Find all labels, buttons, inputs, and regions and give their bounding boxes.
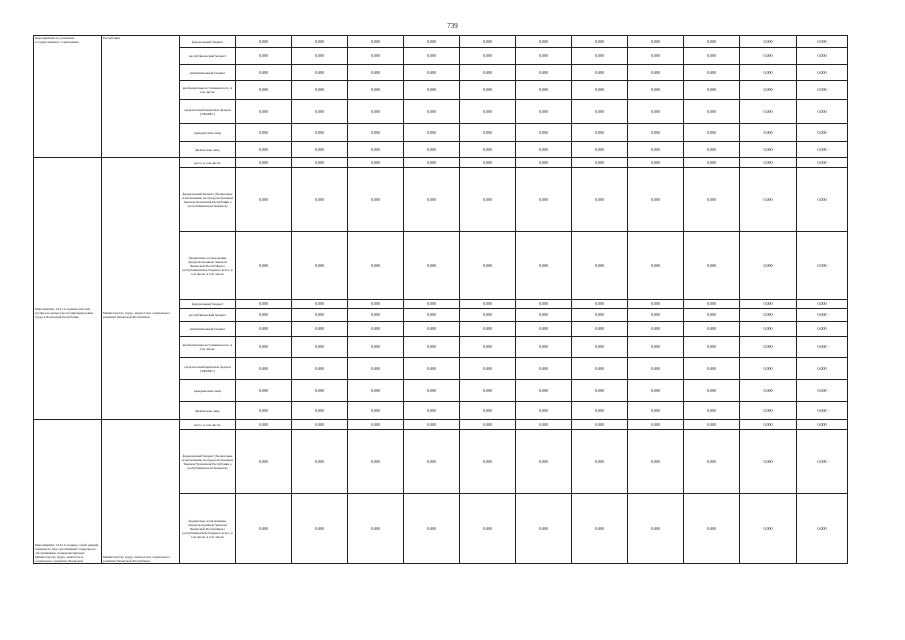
value-cell: 0,000 [684,36,740,48]
value-cell: 0,000 [740,232,797,300]
value-cell: 0,000 [292,65,348,81]
value-cell: 0,000 [797,81,848,100]
value-cell: 0,000 [628,380,684,402]
value-cell: 0,000 [628,48,684,65]
value-cell: 0,000 [348,65,404,81]
value-cell: 0,000 [516,48,572,65]
value-cell: 0,000 [292,124,348,142]
value-cell: 0,000 [740,358,797,380]
value-cell: 0,000 [572,81,628,100]
value-cell: 0,000 [572,300,628,309]
value-cell: 0,000 [628,36,684,48]
value-cell: 0,000 [236,309,292,322]
value-cell: 0,000 [348,100,404,124]
value-cell: 0,000 [740,158,797,168]
value-cell: 0,000 [684,337,740,358]
value-cell: 0,000 [572,36,628,48]
funding-source-cell: средства внебюджетных фондов (ТФОМС) [180,358,236,380]
value-cell: 0,000 [684,309,740,322]
value-cell: 0,000 [236,36,292,48]
value-cell: 0,000 [572,232,628,300]
financing-table [33,35,848,564]
value-cell: 0,000 [740,124,797,142]
value-cell: 0,000 [628,300,684,309]
executor-cell: Министерство труда, занятости и социального развития Чеченской Республики [102,420,180,564]
value-cell: 0,000 [460,168,516,232]
value-cell: 0,000 [404,36,460,48]
value-cell: 0,000 [684,420,740,430]
value-cell: 0,000 [740,81,797,100]
value-cell: 0,000 [684,402,740,420]
value-cell: 0,000 [628,232,684,300]
value-cell: 0,000 [572,322,628,337]
value-cell: 0,000 [404,100,460,124]
funding-source-cell: физические лица [180,142,236,158]
value-cell: 0,000 [236,494,292,564]
table-row [34,420,848,430]
value-cell: 0,000 [684,124,740,142]
value-cell: 0,000 [740,300,797,309]
value-cell: 0,000 [797,168,848,232]
value-cell: 0,000 [684,142,740,158]
value-cell: 0,000 [516,142,572,158]
value-cell: 0,000 [740,322,797,337]
value-cell: 0,000 [348,158,404,168]
value-cell: 0,000 [404,81,460,100]
value-cell: 0,000 [516,358,572,380]
value-cell: 0,000 [236,81,292,100]
funding-source-cell: федеральный бюджет (бюджетные ассигнования, не предусмотренные Законом Чеченской Республики о республиканском бюджете) [180,168,236,232]
value-cell: 0,000 [404,322,460,337]
value-cell: 0,000 [292,430,348,494]
value-cell: 0,000 [797,124,848,142]
value-cell: 0,000 [460,402,516,420]
value-cell: 0,000 [516,300,572,309]
value-cell: 0,000 [572,65,628,81]
funding-source-cell: федеральный бюджет [180,36,236,48]
value-cell: 0,000 [740,420,797,430]
table-body [34,36,848,564]
value-cell: 0,000 [797,100,848,124]
value-cell: 0,000 [460,337,516,358]
value-cell: 0,000 [797,430,848,494]
value-cell: 0,000 [516,309,572,322]
value-cell: 0,000 [404,337,460,358]
value-cell: 0,000 [740,36,797,48]
value-cell: 0,000 [292,81,348,100]
value-cell: 0,000 [236,124,292,142]
value-cell: 0,000 [628,65,684,81]
value-cell: 0,000 [797,309,848,322]
value-cell: 0,000 [460,36,516,48]
value-cell: 0,000 [348,380,404,402]
value-cell: 0,000 [516,124,572,142]
value-cell: 0,000 [797,65,848,81]
value-cell: 0,000 [516,494,572,564]
value-cell: 0,000 [292,300,348,309]
value-cell: 0,000 [572,420,628,430]
value-cell: 0,000 [628,81,684,100]
value-cell: 0,000 [516,322,572,337]
value-cell: 0,000 [684,100,740,124]
value-cell: 0,000 [460,494,516,564]
value-cell: 0,000 [797,358,848,380]
value-cell: 0,000 [684,494,740,564]
funding-source-cell: юридические лица [180,124,236,142]
value-cell: 0,000 [572,158,628,168]
value-cell: 0,000 [740,168,797,232]
value-cell: 0,000 [236,48,292,65]
value-cell: 0,000 [740,494,797,564]
value-cell: 0,000 [460,158,516,168]
value-cell: 0,000 [516,168,572,232]
value-cell: 0,000 [236,322,292,337]
value-cell: 0,000 [628,494,684,564]
value-cell: 0,000 [572,337,628,358]
value-cell: 0,000 [572,402,628,420]
value-cell: 0,000 [348,124,404,142]
value-cell: 0,000 [292,309,348,322]
value-cell: 0,000 [348,168,404,232]
value-cell: 0,000 [516,337,572,358]
value-cell: 0,000 [516,65,572,81]
value-cell: 0,000 [292,494,348,564]
value-cell: 0,000 [460,309,516,322]
value-cell: 0,000 [516,420,572,430]
value-cell: 0,000 [348,402,404,420]
value-cell: 0,000 [740,142,797,158]
value-cell: 0,000 [740,100,797,124]
value-cell: 0,000 [797,300,848,309]
value-cell: 0,000 [404,402,460,420]
value-cell: 0,000 [684,358,740,380]
value-cell: 0,000 [572,100,628,124]
value-cell: 0,000 [740,430,797,494]
value-cell: 0,000 [460,322,516,337]
value-cell: 0,000 [797,48,848,65]
value-cell: 0,000 [236,420,292,430]
table-row [34,36,848,48]
value-cell: 0,000 [460,100,516,124]
value-cell: 0,000 [628,100,684,124]
value-cell: 0,000 [684,48,740,65]
executor-cell: Республики [102,36,180,158]
funding-source-cell: республиканский бюджет [180,48,236,65]
value-cell: 0,000 [404,430,460,494]
funding-source-cell: внебюджетные источники всего, в том числе: [180,337,236,358]
value-cell: 0,000 [404,168,460,232]
funding-source-cell: бюджетные ассигнования, предусмотренные Законом Чеченской Республики о республиканском бюджете всего, в том числе, в том числе: [180,494,236,564]
value-cell: 0,000 [348,300,404,309]
value-cell: 0,000 [292,358,348,380]
value-cell: 0,000 [348,81,404,100]
value-cell: 0,000 [348,494,404,564]
value-cell: 0,000 [797,158,848,168]
value-cell: 0,000 [292,36,348,48]
measure-cell: Мероприятие 14.21 Создание рабочей группы по вопросам организации рынка труда в Чеченской Республике [34,158,102,420]
value-cell: 0,000 [516,402,572,420]
value-cell: 0,000 [236,402,292,420]
value-cell: 0,000 [404,142,460,158]
value-cell: 0,000 [740,309,797,322]
value-cell: 0,000 [348,358,404,380]
value-cell: 0,000 [348,337,404,358]
value-cell: 0,000 [292,232,348,300]
value-cell: 0,000 [740,48,797,65]
value-cell: 0,000 [628,124,684,142]
value-cell: 0,000 [292,168,348,232]
value-cell: 0,000 [292,48,348,65]
funding-source-cell: муниципальный бюджет [180,322,236,337]
value-cell: 0,000 [236,358,292,380]
value-cell: 0,000 [797,36,848,48]
value-cell: 0,000 [572,48,628,65]
funding-source-cell: средства внебюджетных фондов (ТФОМС) [180,100,236,124]
value-cell: 0,000 [292,142,348,158]
value-cell: 0,000 [292,337,348,358]
value-cell: 0,000 [628,430,684,494]
value-cell: 0,000 [404,380,460,402]
value-cell: 0,000 [348,430,404,494]
value-cell: 0,000 [236,337,292,358]
value-cell: 0,000 [292,402,348,420]
value-cell: 0,000 [572,494,628,564]
value-cell: 0,000 [684,380,740,402]
funding-source-cell: федеральный бюджет (бюджетные ассигнования, не предусмотренные Законом Чеченской Республики о республиканском бюджете) [180,430,236,494]
value-cell: 0,000 [348,322,404,337]
executor-cell: Министерство труда, занятости и социального развития Чеченской Республики [102,158,180,420]
value-cell: 0,000 [572,168,628,232]
funding-source-cell: внебюджетные источники всего, в том числе: [180,81,236,100]
value-cell: 0,000 [797,420,848,430]
value-cell: 0,000 [797,322,848,337]
value-cell: 0,000 [460,48,516,65]
value-cell: 0,000 [516,36,572,48]
value-cell: 0,000 [404,158,460,168]
value-cell: 0,000 [460,300,516,309]
funding-source-cell: муниципальный бюджет [180,65,236,81]
value-cell: 0,000 [797,402,848,420]
value-cell: 0,000 [404,65,460,81]
value-cell: 0,000 [460,232,516,300]
value-cell: 0,000 [572,380,628,402]
value-cell: 0,000 [404,300,460,309]
value-cell: 0,000 [516,232,572,300]
value-cell: 0,000 [292,420,348,430]
value-cell: 0,000 [404,494,460,564]
value-cell: 0,000 [404,358,460,380]
value-cell: 0,000 [628,158,684,168]
value-cell: 0,000 [572,430,628,494]
value-cell: 0,000 [460,358,516,380]
value-cell: 0,000 [516,380,572,402]
value-cell: 0,000 [684,430,740,494]
value-cell: 0,000 [628,309,684,322]
measure-cell: мероприятиях по развитию государственного учреждения [34,36,102,158]
funding-source-cell: бюджетные ассигнования предусмотренные Законом Чеченской Республики о республиканском бюджете всего, в том числе, в том числе: [180,232,236,300]
value-cell: 0,000 [797,232,848,300]
value-cell: 0,000 [348,309,404,322]
value-cell: 0,000 [236,232,292,300]
value-cell: 0,000 [797,142,848,158]
value-cell: 0,000 [460,380,516,402]
value-cell: 0,000 [797,494,848,564]
value-cell: 0,000 [684,300,740,309]
value-cell: 0,000 [684,168,740,232]
value-cell: 0,000 [797,380,848,402]
value-cell: 0,000 [404,420,460,430]
value-cell: 0,000 [404,124,460,142]
value-cell: 0,000 [348,142,404,158]
value-cell: 0,000 [404,309,460,322]
table-row [34,158,848,168]
value-cell: 0,000 [460,65,516,81]
value-cell: 0,000 [797,337,848,358]
value-cell: 0,000 [628,168,684,232]
value-cell: 0,000 [404,48,460,65]
value-cell: 0,000 [740,402,797,420]
value-cell: 0,000 [404,232,460,300]
value-cell: 0,000 [628,358,684,380]
value-cell: 0,000 [516,100,572,124]
value-cell: 0,000 [292,100,348,124]
measure-cell: Мероприятие 14.22 Создание служб ранней помощи на базе организаций социального обслуживания, подведомственных Министерству труда, занятости и социального развития Чеченской [34,420,102,564]
page-number: 739 [447,22,458,30]
value-cell: 0,000 [236,168,292,232]
value-cell: 0,000 [348,36,404,48]
value-cell: 0,000 [628,420,684,430]
funding-source-cell: юридические лица [180,380,236,402]
value-cell: 0,000 [460,81,516,100]
value-cell: 0,000 [348,420,404,430]
funding-source-cell: всего, в том числе: [180,420,236,430]
value-cell: 0,000 [516,81,572,100]
value-cell: 0,000 [236,65,292,81]
value-cell: 0,000 [460,430,516,494]
value-cell: 0,000 [740,65,797,81]
funding-source-cell: федеральный бюджет [180,300,236,309]
value-cell: 0,000 [292,322,348,337]
value-cell: 0,000 [628,322,684,337]
page-bottom-margin [0,593,905,640]
funding-source-cell: физические лица [180,402,236,420]
funding-source-cell: республиканский бюджет [180,309,236,322]
value-cell: 0,000 [460,142,516,158]
value-cell: 0,000 [572,142,628,158]
value-cell: 0,000 [292,380,348,402]
value-cell: 0,000 [684,322,740,337]
value-cell: 0,000 [236,430,292,494]
value-cell: 0,000 [684,65,740,81]
value-cell: 0,000 [236,158,292,168]
value-cell: 0,000 [348,48,404,65]
value-cell: 0,000 [516,430,572,494]
funding-source-cell: всего, в том числе: [180,158,236,168]
value-cell: 0,000 [236,380,292,402]
value-cell: 0,000 [236,142,292,158]
value-cell: 0,000 [628,142,684,158]
value-cell: 0,000 [740,380,797,402]
value-cell: 0,000 [628,402,684,420]
value-cell: 0,000 [684,158,740,168]
value-cell: 0,000 [684,81,740,100]
value-cell: 0,000 [460,420,516,430]
value-cell: 0,000 [628,337,684,358]
value-cell: 0,000 [572,309,628,322]
value-cell: 0,000 [572,124,628,142]
value-cell: 0,000 [236,100,292,124]
value-cell: 0,000 [460,124,516,142]
value-cell: 0,000 [292,158,348,168]
value-cell: 0,000 [684,232,740,300]
value-cell: 0,000 [348,232,404,300]
value-cell: 0,000 [572,358,628,380]
value-cell: 0,000 [516,158,572,168]
value-cell: 0,000 [740,337,797,358]
value-cell: 0,000 [236,300,292,309]
